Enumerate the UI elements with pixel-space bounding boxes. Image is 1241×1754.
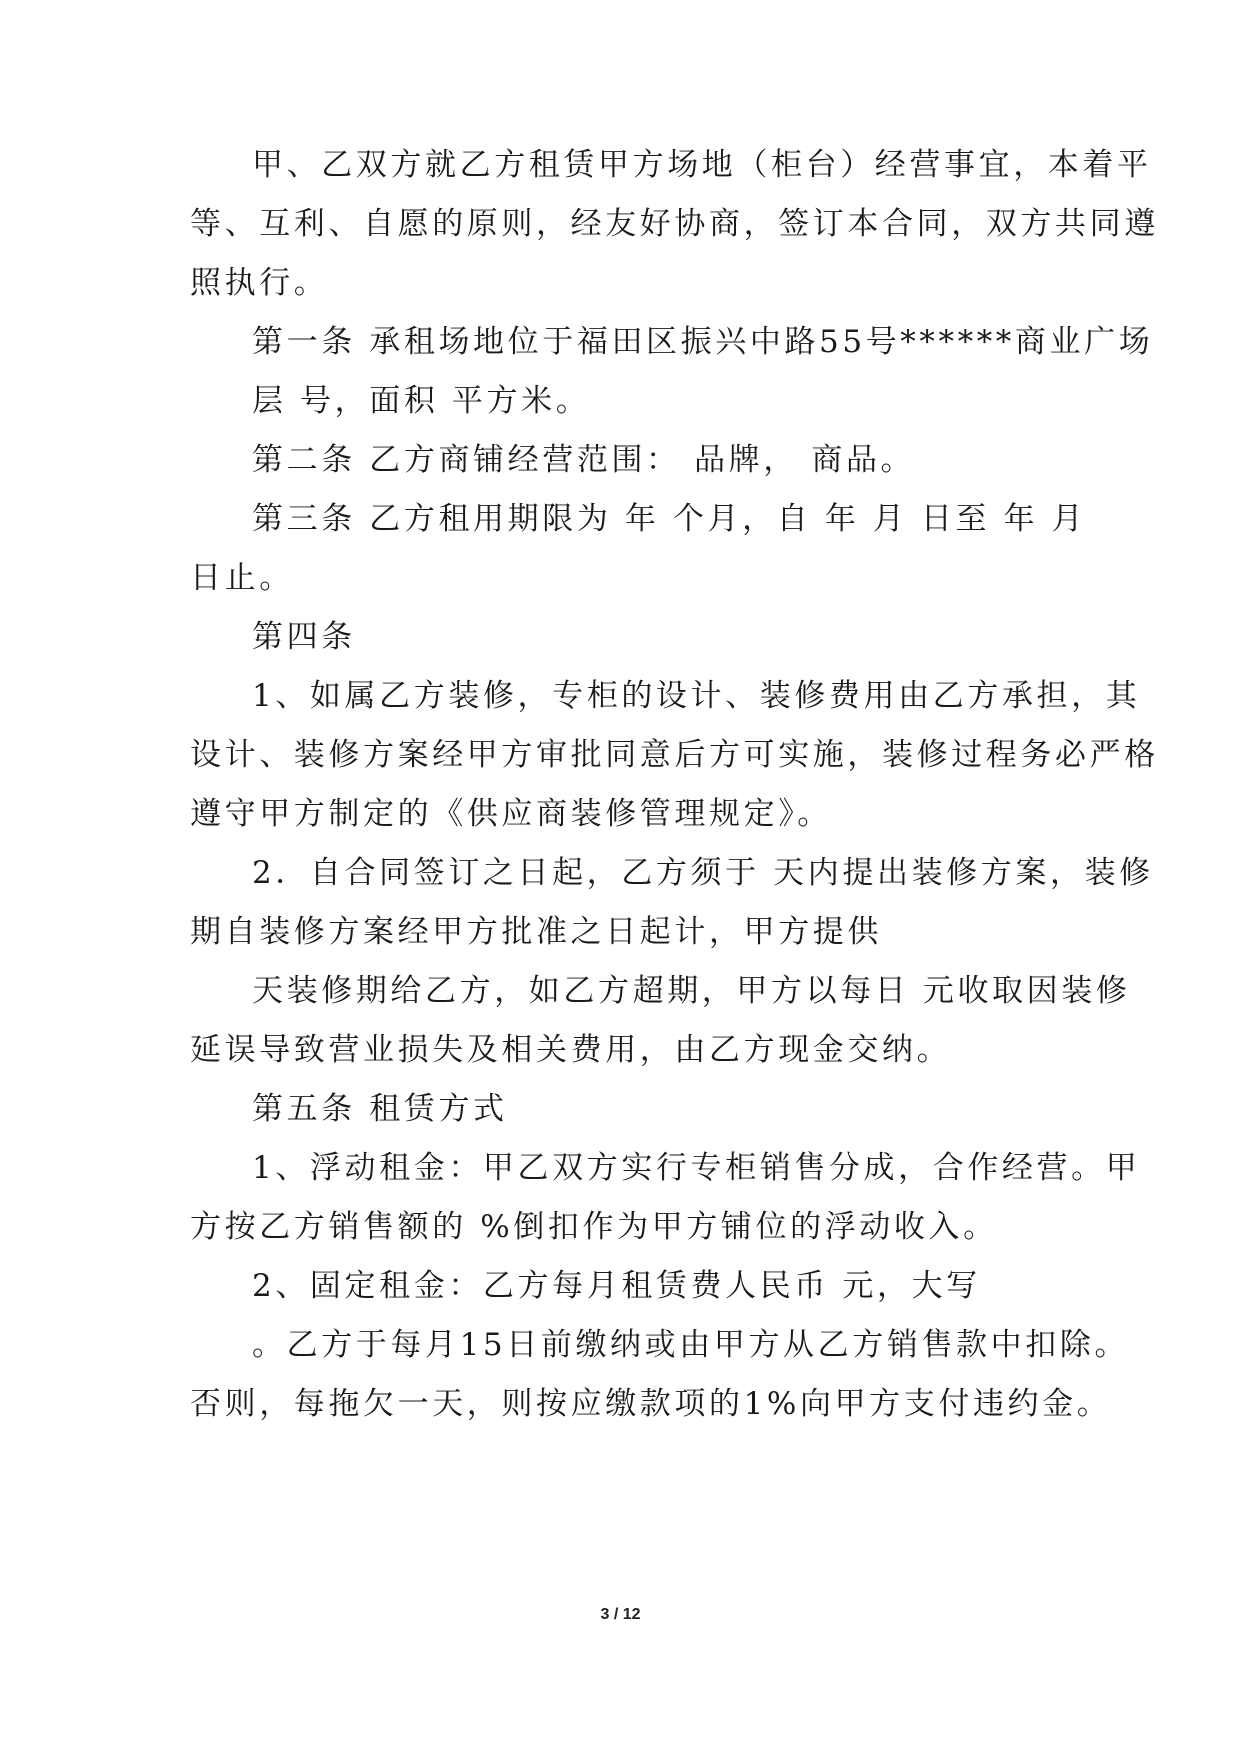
page-number: 3 / 12 [600,1606,641,1623]
paragraph-line: 第三条 乙方租用期限为 年 个月，自 年 月 日至 年 月 [252,501,1087,537]
paragraph-line: 设计、装修方案经甲方审批同意后方可实施，装修过程务必严格 [190,737,1159,773]
paragraph-line: 1、浮动租金：甲乙双方实行专柜销售分成，合作经营。甲 [252,1150,1141,1186]
paragraph-line: 1、如属乙方装修，专柜的设计、装修费用由乙方承担，其 [252,678,1141,714]
paragraph-line: 遵守甲方制定的《供应商装修管理规定》。 [190,796,832,832]
paragraph-line: 第二条 乙方商铺经营范围： 品牌， 商品。 [252,442,916,478]
paragraph-line: 方按乙方销售额的 %倒扣作为甲方铺位的浮动收入。 [190,1209,998,1245]
paragraph-line: 期自装修方案经甲方批准之日起计，甲方提供 [190,914,882,950]
paragraph-line: 层 号，面积 平方米。 [252,383,591,419]
paragraph-line: 等、互利、自愿的原则，经友好协商，签订本合同，双方共同遵 [190,206,1159,242]
paragraph-line: 甲、乙双方就乙方租赁甲方场地（柜台）经营事宜，本着平 [252,147,1152,183]
paragraph-line: 天装修期给乙方，如乙方超期，甲方以每日 元收取因装修 [252,973,1131,1009]
paragraph-line: 。乙方于每月15日前缴纳或由甲方从乙方销售款中扣除。 [252,1327,1130,1363]
paragraph-line: 第五条 租赁方式 [252,1091,508,1127]
paragraph-line: 2、固定租金：乙方每月租赁费人民币 元，大写 [252,1268,981,1304]
paragraph-line: 日止。 [190,560,294,596]
paragraph-line: 第一条 承租场地位于福田区振兴中路55号******商业广场 [252,324,1154,360]
paragraph-line: 否则，每拖欠一天，则按应缴款项的1%向甲方支付违约金。 [190,1386,1112,1422]
paragraph-line: 延误导致营业损失及相关费用，由乙方现金交纳。 [190,1032,952,1068]
paragraph-line: 2．自合同签订之日起，乙方须于 天内提出装修方案，装修 [252,855,1154,891]
paragraph-line: 照执行。 [190,265,329,301]
paragraph-line: 第四条 [252,619,356,655]
